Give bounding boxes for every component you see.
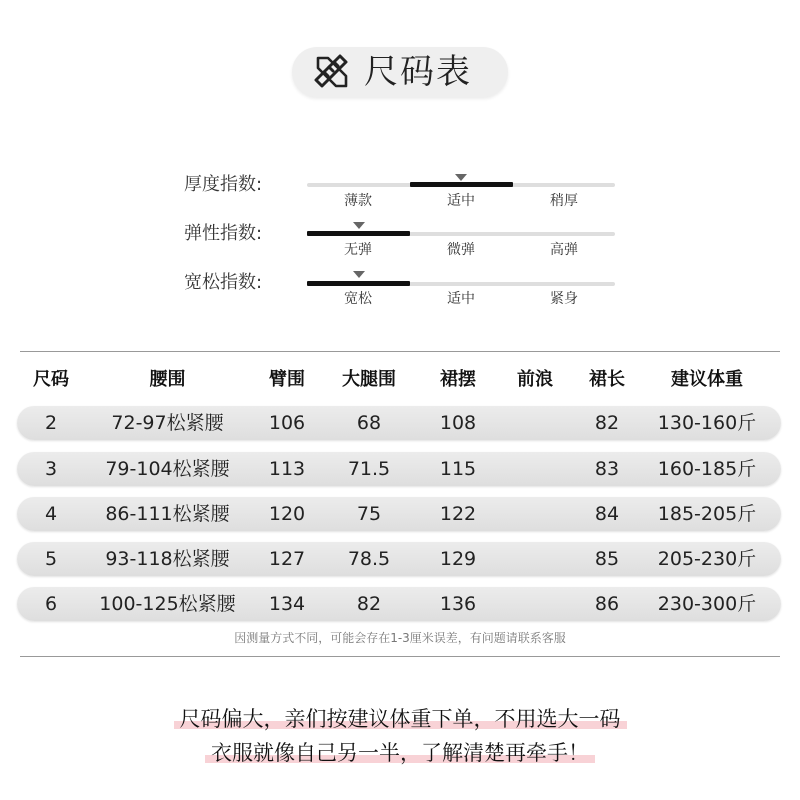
cell-size: 3 xyxy=(44,458,58,480)
header-size: 尺码 xyxy=(33,369,69,390)
table-top-rule xyxy=(20,351,780,352)
cell-waist: 93-118松紧腰 xyxy=(105,548,230,570)
page-title: 尺码表 xyxy=(364,52,472,92)
looseness-index-indicator xyxy=(307,281,410,286)
cell-weight: 205-230斤 xyxy=(657,548,757,570)
cell-waist: 72-97松紧腰 xyxy=(111,412,224,434)
header-front-rise: 前浪 xyxy=(517,369,553,390)
cell-waist: 100-125松紧腰 xyxy=(99,593,236,615)
elasticity-index-label: 弹性指数: xyxy=(184,223,263,244)
thickness-index-indicator xyxy=(410,182,513,187)
footer-line-1 xyxy=(0,703,800,733)
header-hem: 裙摆 xyxy=(440,369,476,390)
cell-thigh: 71.5 xyxy=(347,458,391,480)
cell-arm: 113 xyxy=(268,458,306,480)
looseness-option-loose: 宽松 xyxy=(344,291,372,307)
cell-front-rise xyxy=(504,542,566,576)
thickness-index-track xyxy=(307,183,615,187)
table-row xyxy=(17,497,781,531)
footer-line-2 xyxy=(0,737,800,767)
cell-weight: 160-185斤 xyxy=(657,458,757,480)
looseness-index-label: 宽松指数: xyxy=(184,272,263,293)
cell-size: 5 xyxy=(44,548,58,570)
cell-thigh: 68 xyxy=(356,412,382,434)
cell-weight: 185-205斤 xyxy=(657,503,757,525)
cell-thigh: 78.5 xyxy=(347,548,391,570)
thickness-index-pointer xyxy=(455,174,467,181)
table-row xyxy=(17,542,781,576)
looseness-index-pointer xyxy=(353,271,365,278)
thickness-option-thin: 薄款 xyxy=(344,193,372,209)
cell-arm: 127 xyxy=(268,548,306,570)
cell-size: 4 xyxy=(44,503,58,525)
cell-skirt-length: 84 xyxy=(594,503,620,525)
cell-hem: 136 xyxy=(439,593,477,615)
header-weight: 建议体重 xyxy=(671,369,743,390)
ruler-pencil-icon xyxy=(310,50,352,92)
elasticity-option-slight: 微弹 xyxy=(447,242,475,258)
cell-hem: 129 xyxy=(439,548,477,570)
measurement-note: 因测量方式不同，可能会存在1-3厘米误差，有问题请联系客服 xyxy=(234,631,566,645)
cell-skirt-length: 83 xyxy=(594,458,620,480)
looseness-option-medium: 适中 xyxy=(447,291,475,307)
cell-front-rise xyxy=(504,587,566,621)
footer-line-2-text: 衣服就像自己另一半，了解清楚再牵手！ xyxy=(205,741,595,765)
cell-size: 6 xyxy=(44,593,58,615)
cell-weight: 230-300斤 xyxy=(657,593,757,615)
cell-front-rise xyxy=(504,497,566,531)
elasticity-option-high: 高弹 xyxy=(550,242,578,258)
thickness-index-label: 厚度指数: xyxy=(184,174,263,195)
elasticity-index-pointer xyxy=(353,222,365,229)
cell-skirt-length: 86 xyxy=(594,593,620,615)
elasticity-option-none: 无弹 xyxy=(344,242,372,258)
thickness-option-medium: 适中 xyxy=(447,193,475,209)
cell-arm: 120 xyxy=(268,503,306,525)
header-arm: 臂围 xyxy=(269,369,305,390)
looseness-option-tight: 紧身 xyxy=(550,291,578,307)
cell-thigh: 82 xyxy=(356,593,382,615)
table-bottom-rule xyxy=(20,656,780,657)
cell-front-rise xyxy=(504,452,566,486)
cell-thigh: 75 xyxy=(356,503,382,525)
thickness-option-thick: 稍厚 xyxy=(550,193,578,209)
elasticity-index-indicator xyxy=(307,231,410,236)
cell-skirt-length: 85 xyxy=(594,548,620,570)
cell-skirt-length: 82 xyxy=(594,412,620,434)
cell-arm: 106 xyxy=(268,412,306,434)
header-skirt-length: 裙长 xyxy=(589,369,625,390)
cell-hem: 115 xyxy=(439,458,477,480)
cell-size: 2 xyxy=(44,412,58,434)
table-row xyxy=(17,406,781,440)
header-thigh: 大腿围 xyxy=(342,369,396,390)
footer-line-1-text: 尺码偏大，亲们按建议体重下单，不用选大一码 xyxy=(174,707,627,731)
cell-hem: 122 xyxy=(439,503,477,525)
cell-waist: 79-104松紧腰 xyxy=(105,458,230,480)
cell-hem: 108 xyxy=(439,412,477,434)
table-row xyxy=(17,587,781,621)
header-waist: 腰围 xyxy=(149,369,186,390)
elasticity-index-track xyxy=(307,232,615,236)
table-row xyxy=(17,452,781,486)
cell-waist: 86-111松紧腰 xyxy=(105,503,230,525)
looseness-index-track xyxy=(307,282,615,286)
cell-front-rise xyxy=(504,406,566,440)
cell-arm: 134 xyxy=(268,593,306,615)
cell-weight: 130-160斤 xyxy=(657,412,757,434)
